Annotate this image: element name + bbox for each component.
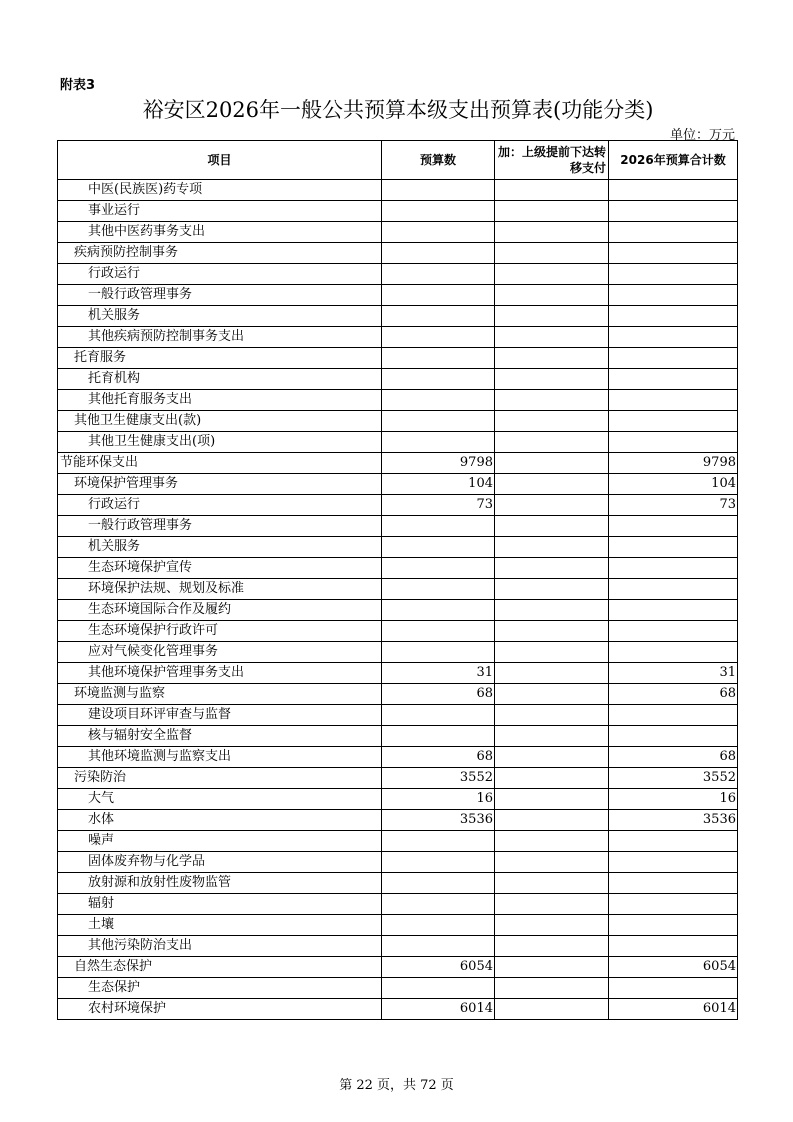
table-row [58, 390, 738, 411]
attachment-label: 附表3 [60, 78, 96, 93]
row-budget-value: 104 [382, 474, 495, 495]
row-transfer-value [495, 495, 609, 516]
row-budget-value [382, 579, 495, 600]
row-transfer-value [495, 411, 609, 432]
row-item-name: 其他污染防治支出 [58, 936, 382, 957]
row-transfer-value [495, 537, 609, 558]
table-row [58, 537, 738, 558]
row-total-value [609, 201, 738, 222]
table-row [58, 999, 738, 1020]
row-item-name: 疾病预防控制事务 [58, 243, 382, 264]
column-header-budget: 预算数 [382, 141, 495, 180]
row-item-name: 生态保护 [58, 978, 382, 999]
row-item-name: 环境监测与监察 [58, 684, 382, 705]
table-row [58, 285, 738, 306]
table-row [58, 621, 738, 642]
budget-table [57, 140, 738, 1020]
row-transfer-value [495, 516, 609, 537]
row-total-value [609, 873, 738, 894]
row-total-value [609, 726, 738, 747]
row-item-name: 节能环保支出 [58, 453, 382, 474]
table-row [58, 558, 738, 579]
table-row [58, 243, 738, 264]
row-total-value: 104 [609, 474, 738, 495]
row-transfer-value [495, 180, 609, 201]
table-row [58, 327, 738, 348]
row-total-value [609, 180, 738, 201]
row-transfer-value [495, 747, 609, 768]
row-total-value: 68 [609, 747, 738, 768]
row-transfer-value [495, 579, 609, 600]
row-item-name: 放射源和放射性废物监管 [58, 873, 382, 894]
row-transfer-value [495, 600, 609, 621]
row-total-value [609, 222, 738, 243]
row-item-name: 噪声 [58, 831, 382, 852]
row-budget-value: 16 [382, 789, 495, 810]
row-transfer-value [495, 201, 609, 222]
row-transfer-value [495, 621, 609, 642]
row-item-name: 应对气候变化管理事务 [58, 642, 382, 663]
row-item-name: 大气 [58, 789, 382, 810]
row-item-name: 其他环境监测与监察支出 [58, 747, 382, 768]
row-item-name: 污染防治 [58, 768, 382, 789]
row-budget-value [382, 894, 495, 915]
row-total-value: 6014 [609, 999, 738, 1020]
row-transfer-value [495, 390, 609, 411]
row-transfer-value [495, 873, 609, 894]
table-header-row [58, 141, 738, 180]
row-budget-value [382, 642, 495, 663]
row-budget-value: 6014 [382, 999, 495, 1020]
table-row [58, 369, 738, 390]
row-total-value [609, 306, 738, 327]
row-item-name: 土壤 [58, 915, 382, 936]
row-item-name: 环境保护法规、规划及标准 [58, 579, 382, 600]
row-transfer-value [495, 243, 609, 264]
row-item-name: 其他托育服务支出 [58, 390, 382, 411]
row-total-value [609, 831, 738, 852]
row-transfer-value [495, 768, 609, 789]
table-row [58, 789, 738, 810]
row-total-value [609, 705, 738, 726]
row-transfer-value [495, 705, 609, 726]
table-row [58, 432, 738, 453]
row-total-value: 3552 [609, 768, 738, 789]
row-item-name: 其他环境保护管理事务支出 [58, 663, 382, 684]
row-transfer-value [495, 264, 609, 285]
table-row [58, 600, 738, 621]
row-transfer-value [495, 558, 609, 579]
row-budget-value: 68 [382, 684, 495, 705]
row-budget-value [382, 348, 495, 369]
row-budget-value [382, 285, 495, 306]
row-item-name: 一般行政管理事务 [58, 285, 382, 306]
table-row [58, 915, 738, 936]
row-transfer-value [495, 432, 609, 453]
row-item-name: 中医(民族医)药专项 [58, 180, 382, 201]
table-row [58, 642, 738, 663]
row-transfer-value [495, 306, 609, 327]
row-transfer-value [495, 810, 609, 831]
table-row [58, 894, 738, 915]
row-budget-value [382, 705, 495, 726]
table-row [58, 957, 738, 978]
row-total-value [609, 327, 738, 348]
row-total-value: 16 [609, 789, 738, 810]
row-transfer-value [495, 915, 609, 936]
row-total-value: 3536 [609, 810, 738, 831]
row-budget-value: 3536 [382, 810, 495, 831]
row-transfer-value [495, 957, 609, 978]
row-transfer-value [495, 327, 609, 348]
row-budget-value [382, 222, 495, 243]
row-transfer-value [495, 999, 609, 1020]
table-row [58, 663, 738, 684]
table-row [58, 726, 738, 747]
row-total-value [609, 978, 738, 999]
table-row [58, 705, 738, 726]
row-budget-value [382, 831, 495, 852]
row-budget-value: 6054 [382, 957, 495, 978]
row-transfer-value [495, 894, 609, 915]
row-budget-value [382, 516, 495, 537]
row-budget-value: 9798 [382, 453, 495, 474]
table-row [58, 201, 738, 222]
row-item-name: 一般行政管理事务 [58, 516, 382, 537]
column-header-item: 项目 [58, 141, 382, 180]
row-budget-value: 3552 [382, 768, 495, 789]
row-transfer-value [495, 222, 609, 243]
row-total-value [609, 411, 738, 432]
row-total-value [609, 264, 738, 285]
table-row [58, 495, 738, 516]
row-item-name: 其他卫生健康支出(项) [58, 432, 382, 453]
row-transfer-value [495, 852, 609, 873]
row-transfer-value [495, 348, 609, 369]
table-row [58, 684, 738, 705]
row-budget-value [382, 978, 495, 999]
row-transfer-value [495, 663, 609, 684]
row-budget-value [382, 306, 495, 327]
table-row [58, 936, 738, 957]
table-row [58, 180, 738, 201]
table-body [58, 180, 738, 1020]
row-total-value [609, 285, 738, 306]
row-total-value [609, 432, 738, 453]
row-transfer-value [495, 285, 609, 306]
column-header-total: 2026年预算合计数 [609, 141, 738, 180]
table-row [58, 810, 738, 831]
row-budget-value [382, 600, 495, 621]
column-header-transfer: 加：上级提前下达转移支付 [495, 141, 609, 180]
row-item-name: 行政运行 [58, 264, 382, 285]
row-item-name: 事业运行 [58, 201, 382, 222]
row-budget-value [382, 558, 495, 579]
table-row [58, 474, 738, 495]
row-transfer-value [495, 789, 609, 810]
table-row [58, 306, 738, 327]
table-row [58, 747, 738, 768]
table-row [58, 978, 738, 999]
table-row [58, 348, 738, 369]
row-total-value [609, 621, 738, 642]
row-item-name: 建设项目环评审查与监督 [58, 705, 382, 726]
row-budget-value: 31 [382, 663, 495, 684]
table-row [58, 852, 738, 873]
row-item-name: 托育机构 [58, 369, 382, 390]
row-item-name: 辐射 [58, 894, 382, 915]
row-total-value [609, 537, 738, 558]
row-total-value [609, 852, 738, 873]
row-total-value [609, 390, 738, 411]
table-row [58, 264, 738, 285]
row-budget-value: 68 [382, 747, 495, 768]
row-item-name: 核与辐射安全监督 [58, 726, 382, 747]
row-item-name: 自然生态保护 [58, 957, 382, 978]
row-total-value: 31 [609, 663, 738, 684]
table-row [58, 873, 738, 894]
page-title: 裕安区2026年一般公共预算本级支出预算表(功能分类) [142, 98, 654, 122]
row-transfer-value [495, 453, 609, 474]
row-item-name: 农村环境保护 [58, 999, 382, 1020]
row-budget-value [382, 243, 495, 264]
row-total-value [609, 600, 738, 621]
row-transfer-value [495, 726, 609, 747]
table-row [58, 768, 738, 789]
row-item-name: 行政运行 [58, 495, 382, 516]
row-total-value [609, 915, 738, 936]
row-item-name: 其他疾病预防控制事务支出 [58, 327, 382, 348]
page-footer: 第 22 页，共 72 页 [339, 1078, 454, 1093]
row-total-value [609, 936, 738, 957]
row-transfer-value [495, 978, 609, 999]
row-budget-value [382, 327, 495, 348]
row-budget-value [382, 264, 495, 285]
table-row [58, 516, 738, 537]
row-total-value [609, 369, 738, 390]
row-budget-value [382, 873, 495, 894]
table-row [58, 453, 738, 474]
row-budget-value: 73 [382, 495, 495, 516]
row-transfer-value [495, 684, 609, 705]
row-item-name: 生态环境国际合作及履约 [58, 600, 382, 621]
row-item-name: 水体 [58, 810, 382, 831]
row-item-name: 托育服务 [58, 348, 382, 369]
row-item-name: 生态环境保护行政许可 [58, 621, 382, 642]
row-total-value [609, 642, 738, 663]
row-total-value [609, 243, 738, 264]
row-budget-value [382, 621, 495, 642]
row-total-value [609, 894, 738, 915]
row-item-name: 其他中医药事务支出 [58, 222, 382, 243]
row-budget-value [382, 369, 495, 390]
row-total-value [609, 348, 738, 369]
row-total-value: 9798 [609, 453, 738, 474]
row-item-name: 固体废弃物与化学品 [58, 852, 382, 873]
row-transfer-value [495, 831, 609, 852]
row-budget-value [382, 201, 495, 222]
row-budget-value [382, 390, 495, 411]
row-budget-value [382, 411, 495, 432]
row-total-value [609, 516, 738, 537]
row-budget-value [382, 915, 495, 936]
row-transfer-value [495, 936, 609, 957]
row-item-name: 环境保护管理事务 [58, 474, 382, 495]
table-row [58, 222, 738, 243]
row-budget-value [382, 726, 495, 747]
row-total-value: 73 [609, 495, 738, 516]
row-item-name: 其他卫生健康支出(款) [58, 411, 382, 432]
row-transfer-value [495, 369, 609, 390]
row-item-name: 机关服务 [58, 306, 382, 327]
row-budget-value [382, 936, 495, 957]
row-total-value: 6054 [609, 957, 738, 978]
row-item-name: 机关服务 [58, 537, 382, 558]
row-item-name: 生态环境保护宣传 [58, 558, 382, 579]
table-row [58, 579, 738, 600]
row-total-value [609, 558, 738, 579]
row-budget-value [382, 537, 495, 558]
row-total-value: 68 [609, 684, 738, 705]
row-budget-value [382, 180, 495, 201]
row-transfer-value [495, 474, 609, 495]
row-transfer-value [495, 642, 609, 663]
row-budget-value [382, 432, 495, 453]
unit-label: 单位：万元 [669, 128, 735, 143]
table-row [58, 831, 738, 852]
table-row [58, 411, 738, 432]
row-total-value [609, 579, 738, 600]
row-budget-value [382, 852, 495, 873]
